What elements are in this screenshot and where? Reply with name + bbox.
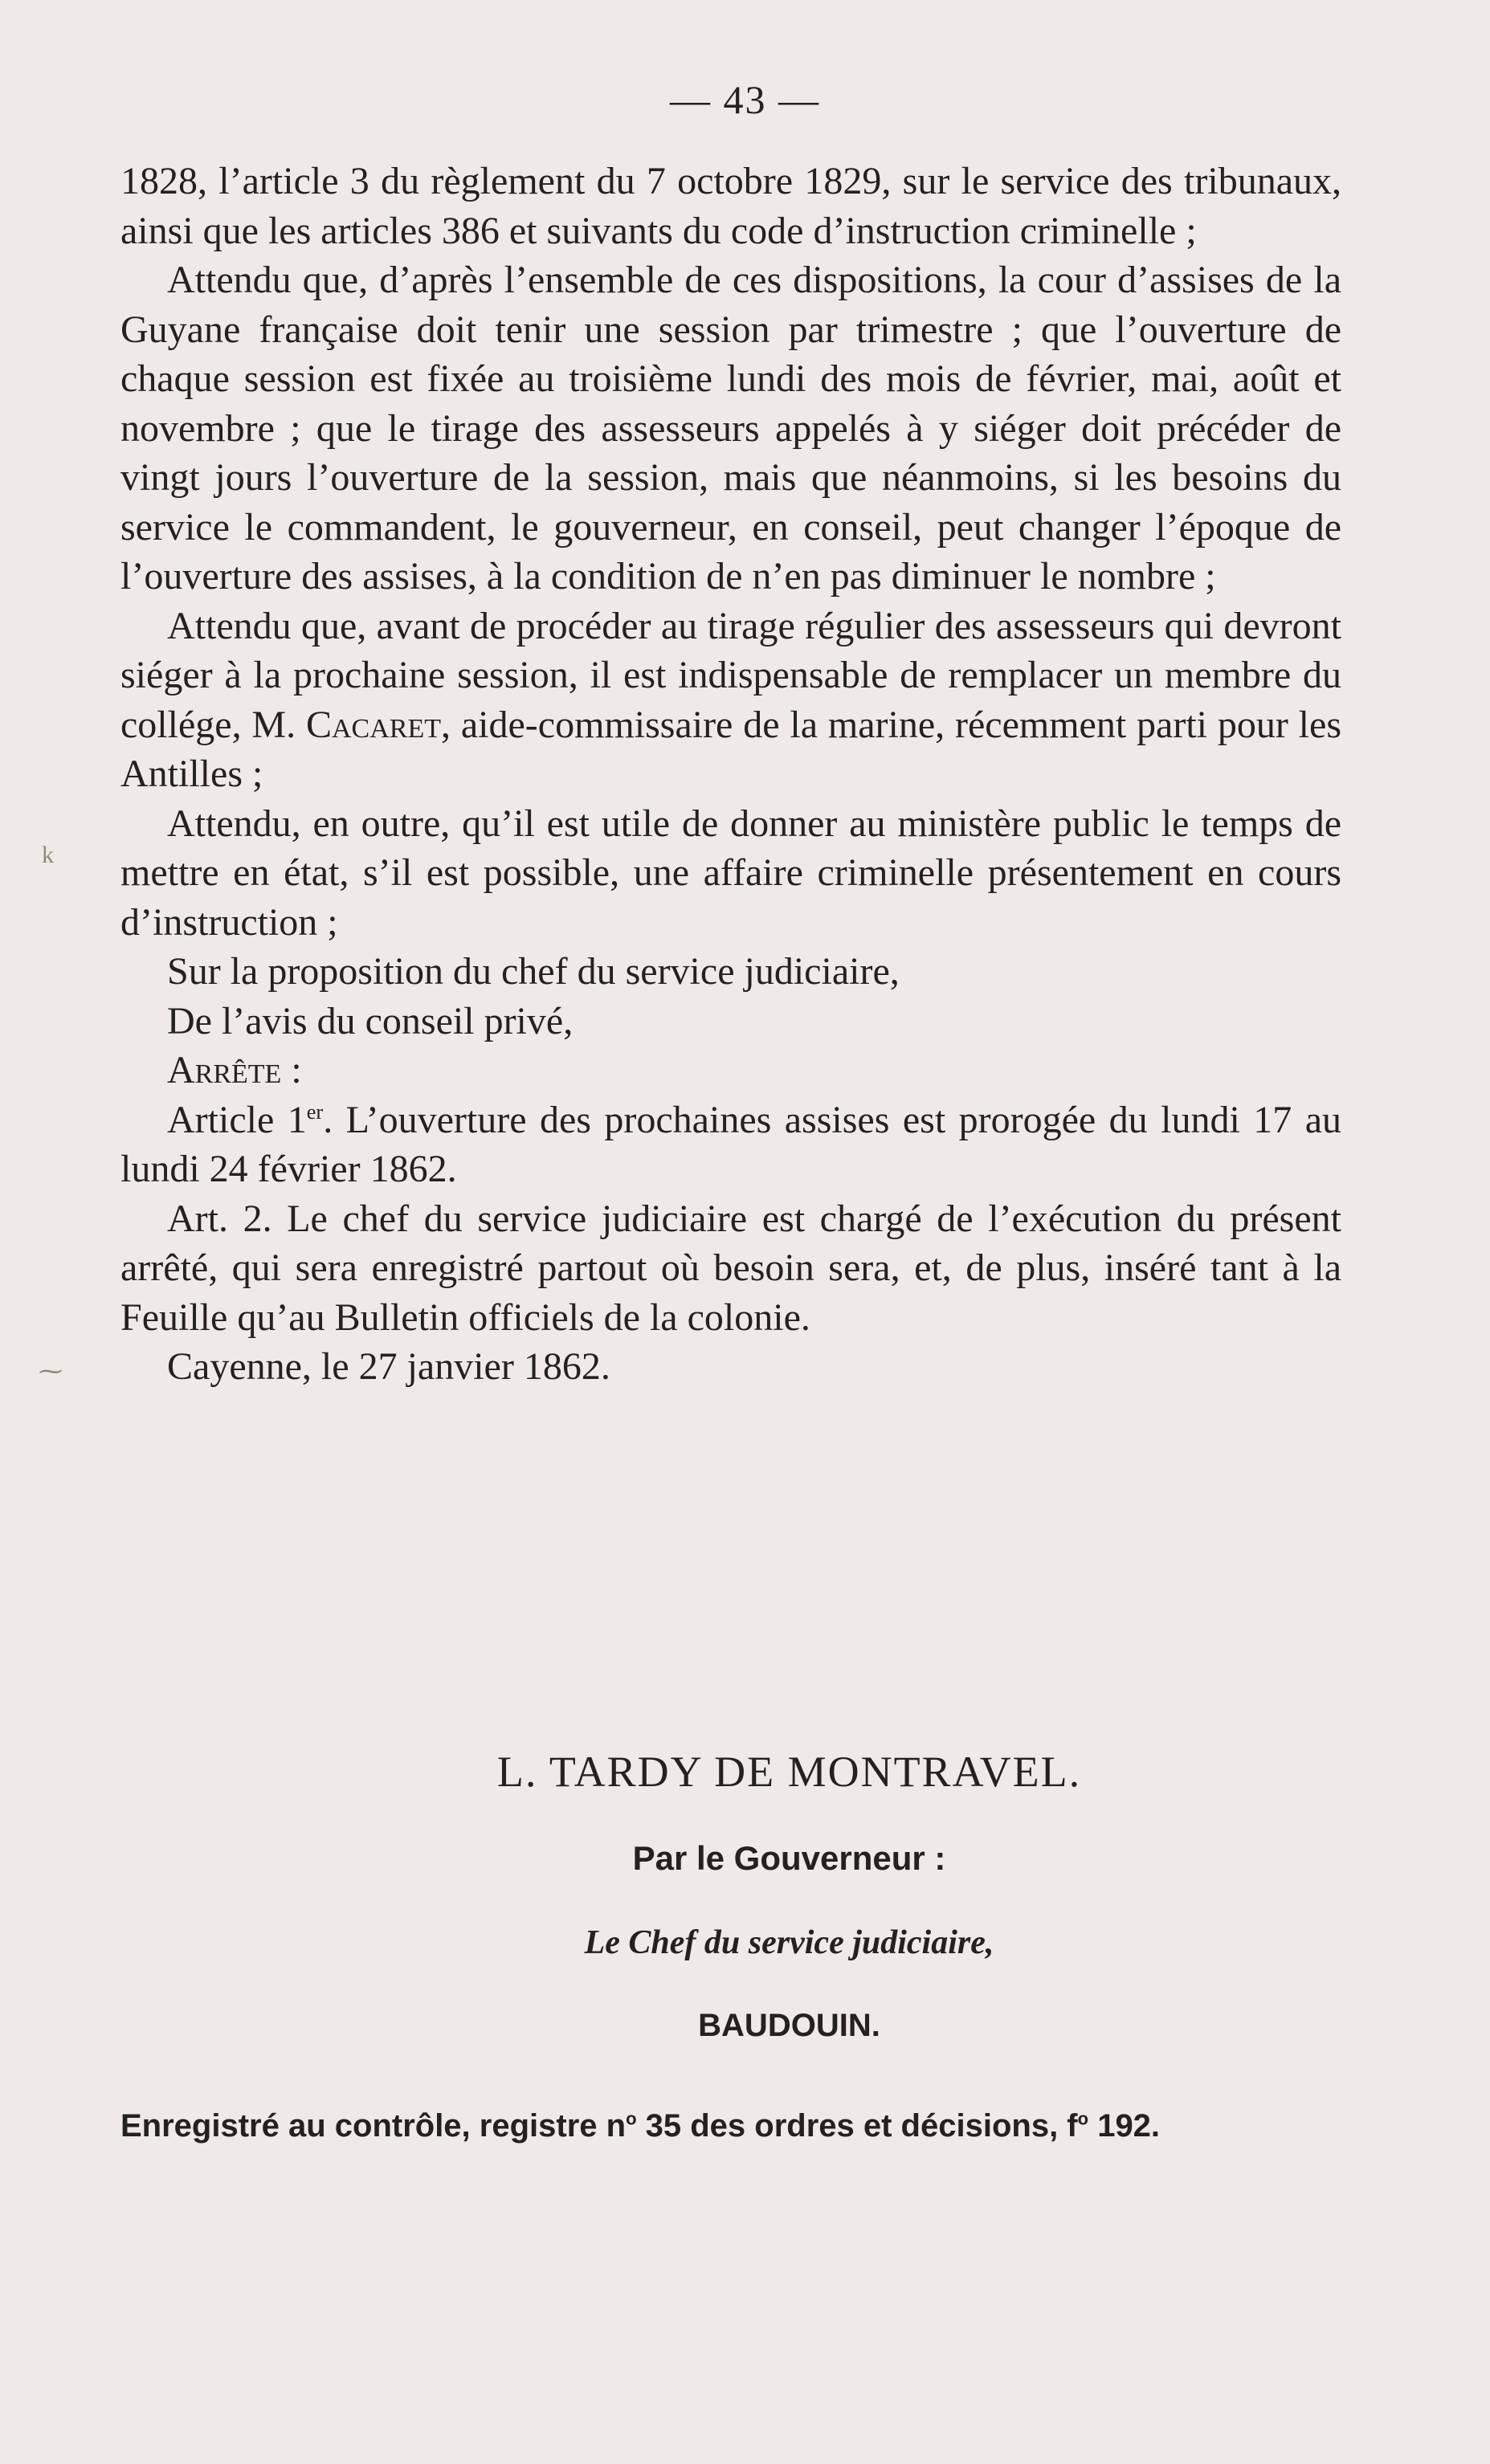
paragraph-3: [120, 602, 1341, 799]
signatory-role: Le Chef du service judiciaire,: [584, 1924, 994, 1961]
registration-superscript: o: [626, 2108, 637, 2129]
counter-signatory: BAUDOUIN.: [698, 2008, 880, 2043]
paragraph-5: Sur la proposition du chef du service judiciaire,: [167, 950, 900, 993]
paragraph-3-text-b: , aide-commissaire de la marine, récemment parti pour les Antilles ;: [120, 703, 1342, 795]
margin-mark: ⁓: [39, 1358, 63, 1385]
registration-superscript-2: o: [1077, 2108, 1089, 2129]
paragraph-3-text-a: Attendu que, avant de procéder au tirage régulier des assesseurs qui devront siéger à la prochaine session, il est indispensable de remplacer un membre du collége, M.: [120, 604, 1341, 746]
margin-mark: k: [42, 842, 54, 868]
place-date: Cayenne, le 27 janvier 1862.: [167, 1345, 610, 1388]
paragraph-2: Attendu que, d’après l’ensemble de ces dispositions, la cour d’assises de la Guyane française doit tenir une session par trimestre ; que l’ouverture de chaque session est fixée au troisième lundi des mois de février, mai, août et novembre ; que le tirage des assesseurs appelés à y siéger doit précéder de vingt jours l’ouverture de la session, mais que néanmoins, si les besoins du service le commandent, le gouverneur, en conseil, peut changer l’époque de l’ouverture des assises, à la condition de n’en pas diminuer le nombre ;: [120, 259, 1341, 598]
registration-text-a: Enregistré au contrôle, registre n: [120, 2108, 627, 2144]
registration-note: [120, 2108, 1374, 2144]
article-1-label: Article 1: [167, 1098, 307, 1141]
article-1: [120, 1095, 1341, 1194]
signature-by-line: Par le Gouverneur :: [632, 1839, 946, 1877]
paragraph-1: 1828, l’article 3 du règlement du 7 octobre 1829, sur le service des tribunaux, ainsi que les articles 386 et suivants du code d’instruction criminelle ;: [120, 160, 1341, 252]
registration-text-c: 192.: [1088, 2108, 1161, 2144]
body-text: [120, 157, 1341, 1392]
article-1-text: . L’ouverture des prochaines assises est prorogée du lundi 17 au lundi 24 février 1862.: [120, 1098, 1342, 1190]
article-1-superscript: er: [306, 1099, 324, 1124]
paragraph-4: Attendu, en outre, qu’il est utile de donner au ministère public le temps de mettre en état, s’il est possible, une affaire criminelle présentement en cours d’instruction ;: [120, 802, 1341, 944]
registration-text-b: 35 des ordres et décisions, f: [636, 2108, 1078, 2144]
decree-heading: Arrête :: [167, 1049, 302, 1091]
page-number: — 43 —: [670, 77, 820, 122]
article-2: Art. 2. Le chef du service judiciaire est chargé de l’exécution du présent arrêté, qui sera enregistré partout où besoin sera, et, de plus, inséré tant à la Feuille qu’au Bulletin officiels de la colonie.: [120, 1197, 1341, 1339]
paragraph-6: De l’avis du conseil privé,: [167, 999, 574, 1042]
person-name: Cacaret: [305, 703, 441, 746]
signatory-name: L. TARDY DE MONTRAVEL.: [496, 1748, 1082, 1796]
